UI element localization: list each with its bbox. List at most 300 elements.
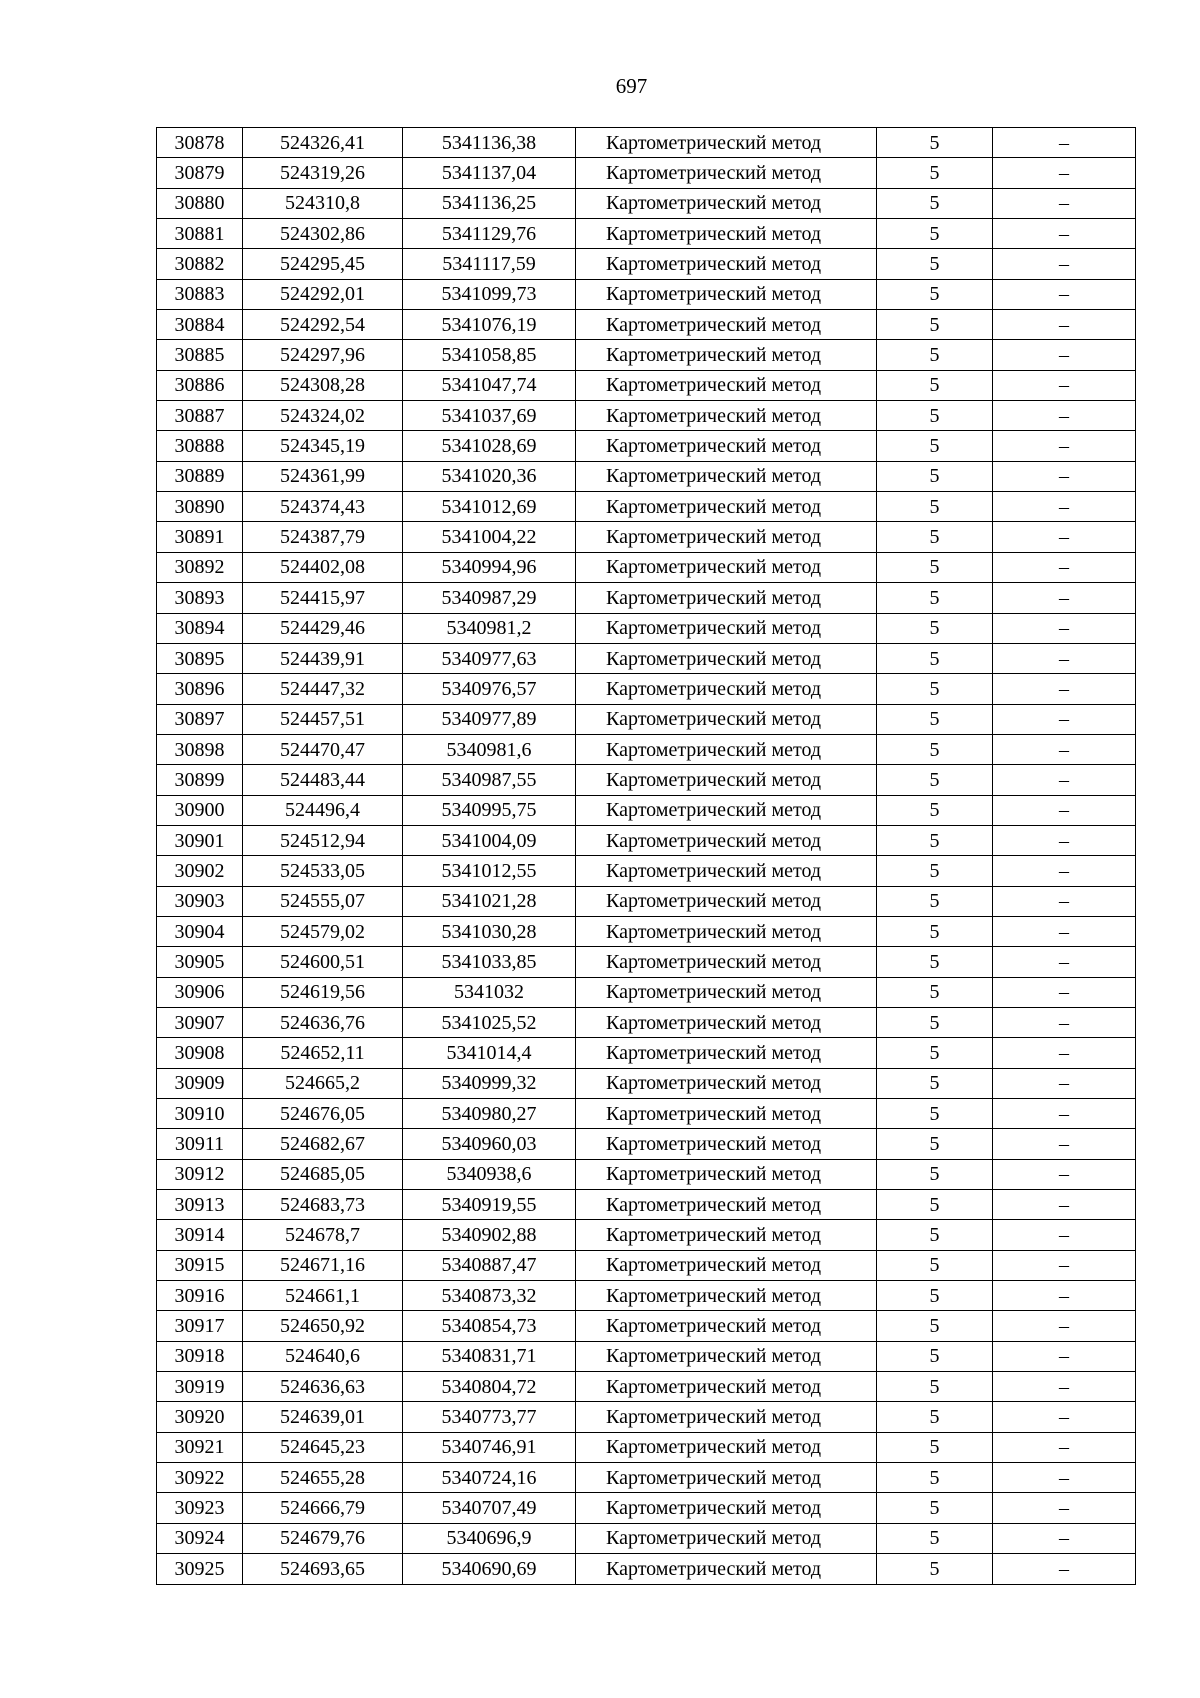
x-coordinate-cell: 524439,91 xyxy=(243,643,403,673)
note-cell: – xyxy=(993,1372,1136,1402)
y-coordinate-cell: 5341004,22 xyxy=(403,522,576,552)
accuracy-cell: 5 xyxy=(877,249,993,279)
table-row xyxy=(157,1190,1136,1220)
method-cell: Картометрический метод xyxy=(576,1220,877,1250)
note-cell: – xyxy=(993,977,1136,1007)
accuracy-cell: 5 xyxy=(877,492,993,522)
point-number-cell: 30917 xyxy=(157,1311,243,1341)
x-coordinate-cell: 524496,4 xyxy=(243,795,403,825)
y-coordinate-cell: 5340987,55 xyxy=(403,765,576,795)
accuracy-cell: 5 xyxy=(877,795,993,825)
point-number-cell: 30897 xyxy=(157,704,243,734)
table-row xyxy=(157,492,1136,522)
table-row xyxy=(157,1007,1136,1037)
table-row xyxy=(157,461,1136,491)
point-number-cell: 30888 xyxy=(157,431,243,461)
accuracy-cell: 5 xyxy=(877,1099,993,1129)
table-row xyxy=(157,795,1136,825)
point-number-cell: 30883 xyxy=(157,279,243,309)
accuracy-cell: 5 xyxy=(877,522,993,552)
point-number-cell: 30899 xyxy=(157,765,243,795)
x-coordinate-cell: 524555,07 xyxy=(243,886,403,916)
accuracy-cell: 5 xyxy=(877,1432,993,1462)
x-coordinate-cell: 524483,44 xyxy=(243,765,403,795)
note-cell: – xyxy=(993,1493,1136,1523)
table-row xyxy=(157,886,1136,916)
y-coordinate-cell: 5340981,2 xyxy=(403,613,576,643)
accuracy-cell: 5 xyxy=(877,1493,993,1523)
accuracy-cell: 5 xyxy=(877,704,993,734)
accuracy-cell: 5 xyxy=(877,674,993,704)
table-row xyxy=(157,1129,1136,1159)
note-cell: – xyxy=(993,1463,1136,1493)
method-cell: Картометрический метод xyxy=(576,219,877,249)
x-coordinate-cell: 524676,05 xyxy=(243,1099,403,1129)
point-number-cell: 30919 xyxy=(157,1372,243,1402)
table-row xyxy=(157,128,1136,158)
x-coordinate-cell: 524678,7 xyxy=(243,1220,403,1250)
note-cell: – xyxy=(993,704,1136,734)
accuracy-cell: 5 xyxy=(877,765,993,795)
method-cell: Картометрический метод xyxy=(576,552,877,582)
table-row xyxy=(157,552,1136,582)
x-coordinate-cell: 524470,47 xyxy=(243,734,403,764)
y-coordinate-cell: 5340938,6 xyxy=(403,1159,576,1189)
accuracy-cell: 5 xyxy=(877,1311,993,1341)
note-cell: – xyxy=(993,1099,1136,1129)
point-number-cell: 30902 xyxy=(157,856,243,886)
note-cell: – xyxy=(993,552,1136,582)
point-number-cell: 30890 xyxy=(157,492,243,522)
point-number-cell: 30910 xyxy=(157,1099,243,1129)
accuracy-cell: 5 xyxy=(877,552,993,582)
method-cell: Картометрический метод xyxy=(576,704,877,734)
note-cell: – xyxy=(993,1554,1136,1584)
x-coordinate-cell: 524682,67 xyxy=(243,1129,403,1159)
accuracy-cell: 5 xyxy=(877,613,993,643)
table-row xyxy=(157,704,1136,734)
y-coordinate-cell: 5340994,96 xyxy=(403,552,576,582)
y-coordinate-cell: 5340980,27 xyxy=(403,1099,576,1129)
method-cell: Картометрический метод xyxy=(576,522,877,552)
accuracy-cell: 5 xyxy=(877,734,993,764)
point-number-cell: 30886 xyxy=(157,370,243,400)
point-number-cell: 30892 xyxy=(157,552,243,582)
page-number: 697 xyxy=(615,74,648,98)
note-cell: – xyxy=(993,1402,1136,1432)
x-coordinate-cell: 524640,6 xyxy=(243,1341,403,1371)
note-cell: – xyxy=(993,825,1136,855)
note-cell: – xyxy=(993,340,1136,370)
x-coordinate-cell: 524685,05 xyxy=(243,1159,403,1189)
x-coordinate-cell: 524302,86 xyxy=(243,219,403,249)
method-cell: Картометрический метод xyxy=(576,1311,877,1341)
y-coordinate-cell: 5340887,47 xyxy=(403,1250,576,1280)
point-number-cell: 30908 xyxy=(157,1038,243,1068)
y-coordinate-cell: 5340995,75 xyxy=(403,795,576,825)
note-cell: – xyxy=(993,1129,1136,1159)
x-coordinate-cell: 524326,41 xyxy=(243,128,403,158)
y-coordinate-cell: 5341047,74 xyxy=(403,370,576,400)
accuracy-cell: 5 xyxy=(877,1281,993,1311)
method-cell: Картометрический метод xyxy=(576,1068,877,1098)
y-coordinate-cell: 5340854,73 xyxy=(403,1311,576,1341)
method-cell: Картометрический метод xyxy=(576,1007,877,1037)
x-coordinate-cell: 524402,08 xyxy=(243,552,403,582)
accuracy-cell: 5 xyxy=(877,340,993,370)
y-coordinate-cell: 5341032 xyxy=(403,977,576,1007)
y-coordinate-cell: 5340987,29 xyxy=(403,583,576,613)
accuracy-cell: 5 xyxy=(877,1250,993,1280)
table-row xyxy=(157,1159,1136,1189)
note-cell: – xyxy=(993,522,1136,552)
method-cell: Картометрический метод xyxy=(576,1463,877,1493)
point-number-cell: 30889 xyxy=(157,461,243,491)
accuracy-cell: 5 xyxy=(877,1129,993,1159)
table-row xyxy=(157,856,1136,886)
accuracy-cell: 5 xyxy=(877,856,993,886)
y-coordinate-cell: 5341136,38 xyxy=(403,128,576,158)
table-row xyxy=(157,279,1136,309)
y-coordinate-cell: 5340690,69 xyxy=(403,1554,576,1584)
accuracy-cell: 5 xyxy=(877,188,993,218)
method-cell: Картометрический метод xyxy=(576,249,877,279)
point-number-cell: 30880 xyxy=(157,188,243,218)
y-coordinate-cell: 5341137,04 xyxy=(403,158,576,188)
note-cell: – xyxy=(993,1250,1136,1280)
accuracy-cell: 5 xyxy=(877,886,993,916)
note-cell: – xyxy=(993,1159,1136,1189)
table-row xyxy=(157,825,1136,855)
note-cell: – xyxy=(993,795,1136,825)
x-coordinate-cell: 524310,8 xyxy=(243,188,403,218)
method-cell: Картометрический метод xyxy=(576,158,877,188)
accuracy-cell: 5 xyxy=(877,916,993,946)
x-coordinate-cell: 524324,02 xyxy=(243,401,403,431)
table-row xyxy=(157,1220,1136,1250)
y-coordinate-cell: 5340773,77 xyxy=(403,1402,576,1432)
point-number-cell: 30921 xyxy=(157,1432,243,1462)
table-body xyxy=(157,128,1136,1585)
note-cell: – xyxy=(993,158,1136,188)
note-cell: – xyxy=(993,583,1136,613)
y-coordinate-cell: 5340919,55 xyxy=(403,1190,576,1220)
note-cell: – xyxy=(993,1432,1136,1462)
note-cell: – xyxy=(993,1523,1136,1553)
note-cell: – xyxy=(993,310,1136,340)
method-cell: Картометрический метод xyxy=(576,856,877,886)
coordinates-table xyxy=(156,127,1136,1585)
table-row xyxy=(157,643,1136,673)
point-number-cell: 30895 xyxy=(157,643,243,673)
table-row xyxy=(157,340,1136,370)
accuracy-cell: 5 xyxy=(877,977,993,1007)
x-coordinate-cell: 524652,11 xyxy=(243,1038,403,1068)
accuracy-cell: 5 xyxy=(877,279,993,309)
method-cell: Картометрический метод xyxy=(576,279,877,309)
method-cell: Картометрический метод xyxy=(576,1372,877,1402)
method-cell: Картометрический метод xyxy=(576,1523,877,1553)
y-coordinate-cell: 5341037,69 xyxy=(403,401,576,431)
x-coordinate-cell: 524374,43 xyxy=(243,492,403,522)
table-row xyxy=(157,431,1136,461)
y-coordinate-cell: 5340960,03 xyxy=(403,1129,576,1159)
point-number-cell: 30894 xyxy=(157,613,243,643)
y-coordinate-cell: 5341021,28 xyxy=(403,886,576,916)
method-cell: Картометрический метод xyxy=(576,1341,877,1371)
table-row xyxy=(157,977,1136,1007)
note-cell: – xyxy=(993,431,1136,461)
table-row xyxy=(157,674,1136,704)
table-row xyxy=(157,1311,1136,1341)
accuracy-cell: 5 xyxy=(877,1523,993,1553)
table-row xyxy=(157,1432,1136,1462)
note-cell: – xyxy=(993,1220,1136,1250)
accuracy-cell: 5 xyxy=(877,1038,993,1068)
method-cell: Картометрический метод xyxy=(576,1554,877,1584)
accuracy-cell: 5 xyxy=(877,431,993,461)
method-cell: Картометрический метод xyxy=(576,492,877,522)
method-cell: Картометрический метод xyxy=(576,1281,877,1311)
table-row xyxy=(157,219,1136,249)
x-coordinate-cell: 524387,79 xyxy=(243,522,403,552)
point-number-cell: 30904 xyxy=(157,916,243,946)
table-row xyxy=(157,765,1136,795)
accuracy-cell: 5 xyxy=(877,1159,993,1189)
point-number-cell: 30907 xyxy=(157,1007,243,1037)
point-number-cell: 30911 xyxy=(157,1129,243,1159)
accuracy-cell: 5 xyxy=(877,1554,993,1584)
y-coordinate-cell: 5341136,25 xyxy=(403,188,576,218)
point-number-cell: 30915 xyxy=(157,1250,243,1280)
note-cell: – xyxy=(993,886,1136,916)
y-coordinate-cell: 5341033,85 xyxy=(403,947,576,977)
x-coordinate-cell: 524319,26 xyxy=(243,158,403,188)
y-coordinate-cell: 5341004,09 xyxy=(403,825,576,855)
y-coordinate-cell: 5340831,71 xyxy=(403,1341,576,1371)
table-row xyxy=(157,1341,1136,1371)
table-row xyxy=(157,613,1136,643)
method-cell: Картометрический метод xyxy=(576,461,877,491)
y-coordinate-cell: 5341020,36 xyxy=(403,461,576,491)
method-cell: Картометрический метод xyxy=(576,1432,877,1462)
x-coordinate-cell: 524639,01 xyxy=(243,1402,403,1432)
method-cell: Картометрический метод xyxy=(576,1038,877,1068)
point-number-cell: 30896 xyxy=(157,674,243,704)
table-row xyxy=(157,1281,1136,1311)
method-cell: Картометрический метод xyxy=(576,1159,877,1189)
point-number-cell: 30887 xyxy=(157,401,243,431)
table-row xyxy=(157,734,1136,764)
y-coordinate-cell: 5340999,32 xyxy=(403,1068,576,1098)
x-coordinate-cell: 524297,96 xyxy=(243,340,403,370)
x-coordinate-cell: 524600,51 xyxy=(243,947,403,977)
x-coordinate-cell: 524295,45 xyxy=(243,249,403,279)
method-cell: Картометрический метод xyxy=(576,886,877,916)
table-row xyxy=(157,401,1136,431)
x-coordinate-cell: 524650,92 xyxy=(243,1311,403,1341)
x-coordinate-cell: 524457,51 xyxy=(243,704,403,734)
point-number-cell: 30909 xyxy=(157,1068,243,1098)
y-coordinate-cell: 5341028,69 xyxy=(403,431,576,461)
note-cell: – xyxy=(993,613,1136,643)
point-number-cell: 30885 xyxy=(157,340,243,370)
y-coordinate-cell: 5341058,85 xyxy=(403,340,576,370)
method-cell: Картометрический метод xyxy=(576,401,877,431)
y-coordinate-cell: 5341117,59 xyxy=(403,249,576,279)
accuracy-cell: 5 xyxy=(877,158,993,188)
x-coordinate-cell: 524661,1 xyxy=(243,1281,403,1311)
y-coordinate-cell: 5340804,72 xyxy=(403,1372,576,1402)
method-cell: Картометрический метод xyxy=(576,583,877,613)
note-cell: – xyxy=(993,1007,1136,1037)
table-row xyxy=(157,1250,1136,1280)
x-coordinate-cell: 524308,28 xyxy=(243,370,403,400)
method-cell: Картометрический метод xyxy=(576,128,877,158)
method-cell: Картометрический метод xyxy=(576,310,877,340)
table-row xyxy=(157,1038,1136,1068)
y-coordinate-cell: 5340976,57 xyxy=(403,674,576,704)
x-coordinate-cell: 524679,76 xyxy=(243,1523,403,1553)
accuracy-cell: 5 xyxy=(877,1007,993,1037)
note-cell: – xyxy=(993,734,1136,764)
point-number-cell: 30898 xyxy=(157,734,243,764)
x-coordinate-cell: 524292,54 xyxy=(243,310,403,340)
method-cell: Картометрический метод xyxy=(576,1099,877,1129)
note-cell: – xyxy=(993,401,1136,431)
table-row xyxy=(157,1402,1136,1432)
point-number-cell: 30906 xyxy=(157,977,243,1007)
point-number-cell: 30900 xyxy=(157,795,243,825)
note-cell: – xyxy=(993,219,1136,249)
point-number-cell: 30881 xyxy=(157,219,243,249)
table-row xyxy=(157,1372,1136,1402)
y-coordinate-cell: 5340981,6 xyxy=(403,734,576,764)
y-coordinate-cell: 5340746,91 xyxy=(403,1432,576,1462)
y-coordinate-cell: 5340902,88 xyxy=(403,1220,576,1250)
method-cell: Картометрический метод xyxy=(576,825,877,855)
note-cell: – xyxy=(993,279,1136,309)
point-number-cell: 30891 xyxy=(157,522,243,552)
x-coordinate-cell: 524645,23 xyxy=(243,1432,403,1462)
note-cell: – xyxy=(993,765,1136,795)
accuracy-cell: 5 xyxy=(877,583,993,613)
note-cell: – xyxy=(993,856,1136,886)
point-number-cell: 30922 xyxy=(157,1463,243,1493)
accuracy-cell: 5 xyxy=(877,1220,993,1250)
point-number-cell: 30905 xyxy=(157,947,243,977)
table-row xyxy=(157,158,1136,188)
method-cell: Картометрический метод xyxy=(576,1190,877,1220)
point-number-cell: 30918 xyxy=(157,1341,243,1371)
accuracy-cell: 5 xyxy=(877,1463,993,1493)
accuracy-cell: 5 xyxy=(877,643,993,673)
note-cell: – xyxy=(993,249,1136,279)
method-cell: Картометрический метод xyxy=(576,674,877,704)
point-number-cell: 30920 xyxy=(157,1402,243,1432)
x-coordinate-cell: 524429,46 xyxy=(243,613,403,643)
method-cell: Картометрический метод xyxy=(576,431,877,461)
accuracy-cell: 5 xyxy=(877,219,993,249)
y-coordinate-cell: 5340977,63 xyxy=(403,643,576,673)
x-coordinate-cell: 524292,01 xyxy=(243,279,403,309)
accuracy-cell: 5 xyxy=(877,1068,993,1098)
accuracy-cell: 5 xyxy=(877,461,993,491)
y-coordinate-cell: 5341012,69 xyxy=(403,492,576,522)
x-coordinate-cell: 524636,63 xyxy=(243,1372,403,1402)
method-cell: Картометрический метод xyxy=(576,734,877,764)
method-cell: Картометрический метод xyxy=(576,340,877,370)
accuracy-cell: 5 xyxy=(877,947,993,977)
table-row xyxy=(157,1523,1136,1553)
table-row xyxy=(157,249,1136,279)
note-cell: – xyxy=(993,461,1136,491)
point-number-cell: 30913 xyxy=(157,1190,243,1220)
method-cell: Картометрический метод xyxy=(576,370,877,400)
table-row xyxy=(157,1068,1136,1098)
accuracy-cell: 5 xyxy=(877,1341,993,1371)
table-row xyxy=(157,522,1136,552)
accuracy-cell: 5 xyxy=(877,128,993,158)
note-cell: – xyxy=(993,1311,1136,1341)
x-coordinate-cell: 524512,94 xyxy=(243,825,403,855)
table-row xyxy=(157,1493,1136,1523)
point-number-cell: 30901 xyxy=(157,825,243,855)
y-coordinate-cell: 5341025,52 xyxy=(403,1007,576,1037)
method-cell: Картометрический метод xyxy=(576,916,877,946)
y-coordinate-cell: 5340873,32 xyxy=(403,1281,576,1311)
method-cell: Картометрический метод xyxy=(576,1129,877,1159)
x-coordinate-cell: 524666,79 xyxy=(243,1493,403,1523)
table-row xyxy=(157,1463,1136,1493)
x-coordinate-cell: 524693,65 xyxy=(243,1554,403,1584)
accuracy-cell: 5 xyxy=(877,1402,993,1432)
x-coordinate-cell: 524636,76 xyxy=(243,1007,403,1037)
x-coordinate-cell: 524415,97 xyxy=(243,583,403,613)
method-cell: Картометрический метод xyxy=(576,795,877,825)
note-cell: – xyxy=(993,916,1136,946)
method-cell: Картометрический метод xyxy=(576,643,877,673)
x-coordinate-cell: 524655,28 xyxy=(243,1463,403,1493)
method-cell: Картометрический метод xyxy=(576,947,877,977)
note-cell: – xyxy=(993,1068,1136,1098)
table-row xyxy=(157,1099,1136,1129)
point-number-cell: 30882 xyxy=(157,249,243,279)
x-coordinate-cell: 524361,99 xyxy=(243,461,403,491)
y-coordinate-cell: 5340724,16 xyxy=(403,1463,576,1493)
note-cell: – xyxy=(993,1190,1136,1220)
x-coordinate-cell: 524447,32 xyxy=(243,674,403,704)
method-cell: Картометрический метод xyxy=(576,188,877,218)
method-cell: Картометрический метод xyxy=(576,765,877,795)
point-number-cell: 30923 xyxy=(157,1493,243,1523)
table-row xyxy=(157,188,1136,218)
y-coordinate-cell: 5341030,28 xyxy=(403,916,576,946)
note-cell: – xyxy=(993,128,1136,158)
note-cell: – xyxy=(993,1341,1136,1371)
method-cell: Картометрический метод xyxy=(576,613,877,643)
accuracy-cell: 5 xyxy=(877,370,993,400)
point-number-cell: 30884 xyxy=(157,310,243,340)
note-cell: – xyxy=(993,188,1136,218)
note-cell: – xyxy=(993,492,1136,522)
accuracy-cell: 5 xyxy=(877,401,993,431)
note-cell: – xyxy=(993,643,1136,673)
point-number-cell: 30912 xyxy=(157,1159,243,1189)
point-number-cell: 30879 xyxy=(157,158,243,188)
table-row xyxy=(157,1554,1136,1584)
y-coordinate-cell: 5341014,4 xyxy=(403,1038,576,1068)
